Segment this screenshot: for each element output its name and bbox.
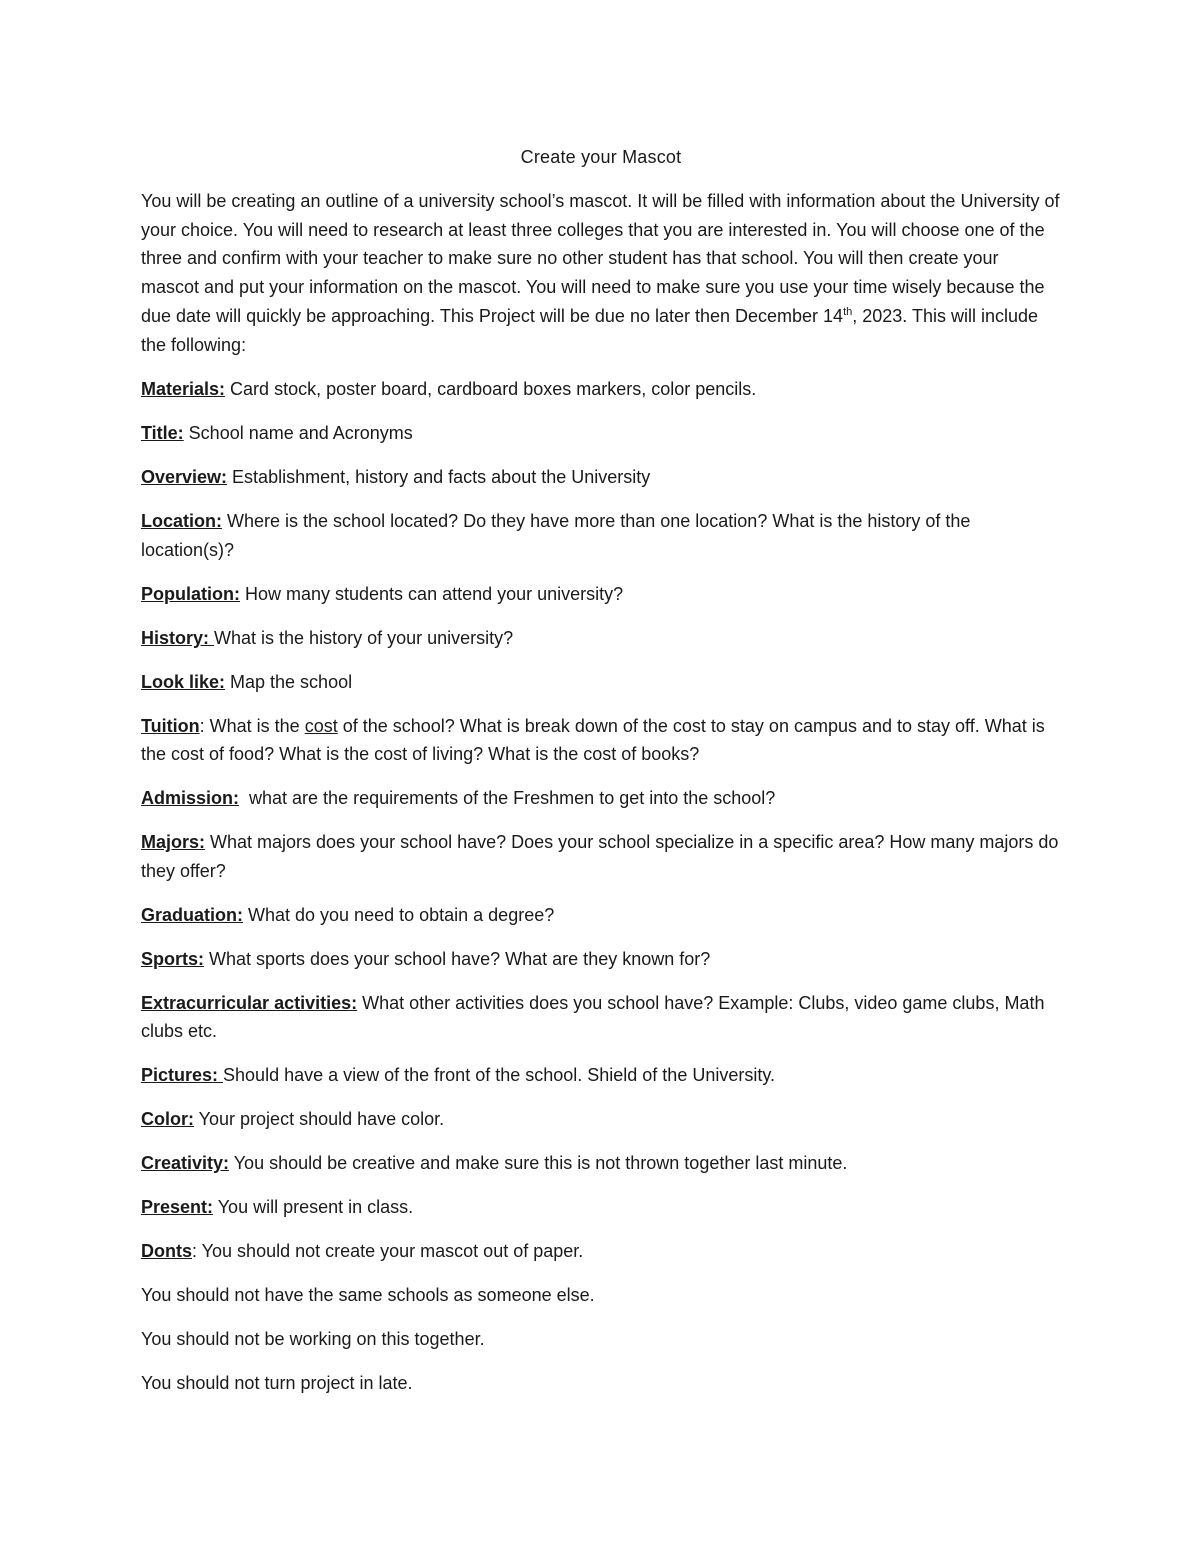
requirement-text: What is the history of your university?	[214, 627, 514, 648]
requirement-label: Title:	[141, 423, 184, 444]
requirement-label: Materials:	[141, 379, 226, 400]
document-body	[141, 143, 1061, 1413]
requirement-majors	[141, 828, 1061, 885]
requirement-pictures	[141, 1061, 1061, 1090]
closing-line: You should not have the same schools as someone else.	[141, 1285, 595, 1306]
requirement-text: Where is the school located? Do they have more than one location? What is the history of the location(s)?	[141, 511, 971, 560]
requirement-label: Tuition	[141, 715, 200, 736]
requirement-extracurricular	[141, 989, 1061, 1046]
requirement-materials	[141, 375, 1061, 404]
requirement-label: Donts	[141, 1241, 192, 1262]
requirement-tuition	[141, 712, 1061, 769]
requirement-graduation	[141, 901, 1061, 930]
requirement-population	[141, 580, 1061, 609]
requirement-label: Present:	[141, 1197, 214, 1218]
requirement-label: Color:	[141, 1109, 194, 1130]
requirement-text-continued: of the school? What is break down of the cost to stay on campus and to stay off. What is the cost of food? What is the cost of living? What is the cost of books?	[141, 715, 1045, 765]
requirement-label: Sports:	[141, 948, 204, 969]
requirement-label: Look like:	[141, 671, 226, 692]
requirement-text: What sports does your school have? What are they known for?	[204, 948, 711, 969]
requirement-sports	[141, 945, 1061, 974]
requirement-text: Establishment, history and facts about the University	[227, 467, 651, 488]
requirement-text: what are the requirements of the Freshmen to get into the school?	[239, 788, 776, 809]
requirement-label: History:	[141, 627, 215, 648]
intro-superscript: th	[843, 305, 853, 318]
requirement-title	[141, 419, 1061, 448]
requirement-text: : You should not create your mascot out of paper.	[192, 1241, 584, 1262]
requirement-donts	[141, 1237, 1061, 1266]
requirement-text: What other activities does you school have? Example: Clubs, video game clubs, Math clubs etc.	[141, 992, 1045, 1042]
requirement-label: Extracurricular activities:	[141, 992, 358, 1013]
requirement-text: School name and Acronyms	[183, 423, 413, 444]
requirement-label: Majors:	[141, 832, 206, 853]
requirement-text: Card stock, poster board, cardboard boxes markers, color pencils.	[225, 379, 757, 400]
requirement-text: : What is the	[199, 715, 305, 736]
requirement-text: You should be creative and make sure this is not thrown together last minute.	[229, 1153, 848, 1174]
requirement-admission	[141, 784, 1061, 813]
requirement-text: What majors does your school have? Does your school specialize in a specific area? How many majors do they offer?	[141, 832, 1059, 881]
intro-paragraph	[141, 187, 1061, 359]
requirement-present	[141, 1193, 1061, 1222]
requirement-label: Pictures:	[141, 1065, 224, 1086]
closing-line: You should not be working on this together.	[141, 1329, 485, 1350]
requirement-label: Population:	[141, 583, 240, 604]
requirement-label: Graduation:	[141, 904, 243, 925]
requirement-label: Admission:	[141, 788, 240, 809]
requirement-text: Your project should have color.	[194, 1109, 445, 1130]
requirement-creativity	[141, 1149, 1061, 1178]
requirement-text: Should have a view of the front of the school. Shield of the University.	[223, 1065, 776, 1086]
requirement-color	[141, 1105, 1061, 1134]
requirement-look-like	[141, 668, 1061, 697]
requirement-history	[141, 624, 1061, 653]
intro-text-end: , 2023. This will include the following:	[141, 305, 1039, 355]
requirement-label: Overview:	[141, 467, 228, 488]
requirement-text: You will present in class.	[213, 1197, 414, 1218]
requirement-overview	[141, 463, 1061, 492]
requirement-text: Map the school	[225, 671, 353, 692]
underlined-word: cost	[304, 715, 338, 736]
intro-text: You will be creating an outline of a university school’s mascot. It will be filled with information about the University of your choice. You will need to research at least three colleges that you are interested in. You will choose one of the three and confirm with your teacher to make sure no other student has that school. You will then create your mascot and put your information on the mascot. You will need to make sure you use your time wisely because the due date will quickly be approaching. This Project will be due no later then December 14	[141, 191, 1060, 326]
requirement-label: Location:	[141, 511, 222, 532]
requirement-location	[141, 507, 1061, 564]
requirement-text: What do you need to obtain a degree?	[243, 904, 555, 925]
requirement-text: How many students can attend your university?	[239, 583, 624, 604]
document-title: Create your Mascot	[520, 147, 682, 167]
closing-line: You should not turn project in late.	[141, 1373, 413, 1394]
requirement-label: Creativity:	[141, 1153, 230, 1174]
